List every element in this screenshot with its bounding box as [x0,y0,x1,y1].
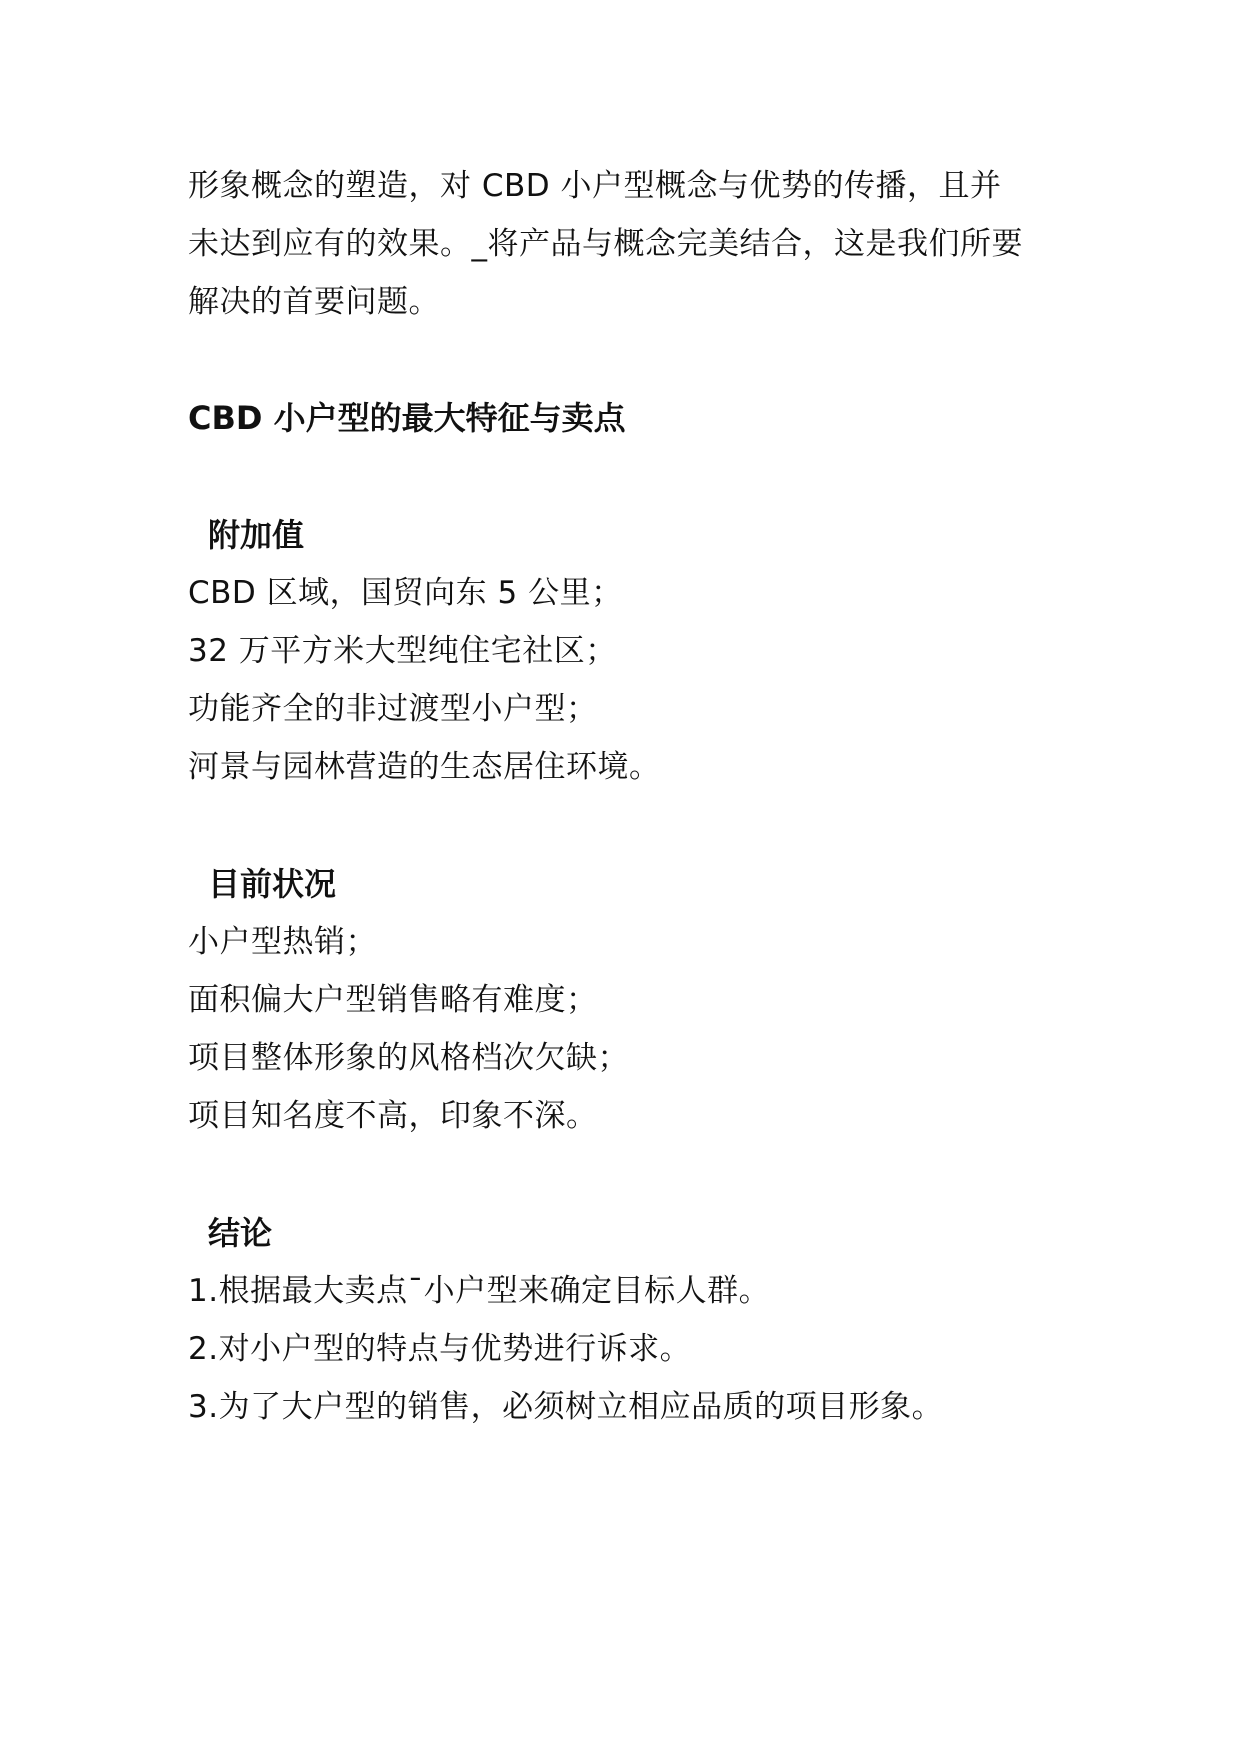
list-item: 功能齐全的非过渡型小户型； [188,691,598,727]
section-title-conclusion: 结论 [208,1214,273,1252]
list-item: 32 万平方米大型纯住宅社区； [188,633,617,669]
main-heading: CBD 小户型的最大特征与卖点 [188,399,626,437]
list-item: CBD 区域，国贸向东 5 公里； [188,575,623,611]
intro-line-1: 形象概念的塑造，对 CBD 小户型概念与优势的传播，且并 [188,168,1002,204]
intro-line-3: 解决的首要问题。 [188,284,440,320]
list-item: 项目知名度不高，印象不深。 [188,1098,598,1134]
list-item: 3.为了大户型的销售，必须树立相应品质的项目形象。 [188,1389,944,1425]
list-item: 2.对小户型的特点与优势进行诉求。 [188,1331,692,1367]
section-title-added-value: 附加值 [208,516,305,554]
list-item: 1.根据最大卖点¯小户型来确定目标人群。 [188,1273,771,1309]
intro-line-2: 未达到应有的效果。_将产品与概念完美结合，这是我们所要 [188,226,1023,262]
list-item: 面积偏大户型销售略有难度； [188,982,598,1018]
section-title-status: 目前状况 [208,865,337,903]
list-item: 项目整体形象的风格档次欠缺； [188,1040,629,1076]
list-item: 小户型热销； [188,924,377,960]
list-item: 河景与园林营造的生态居住环境。 [188,749,661,785]
